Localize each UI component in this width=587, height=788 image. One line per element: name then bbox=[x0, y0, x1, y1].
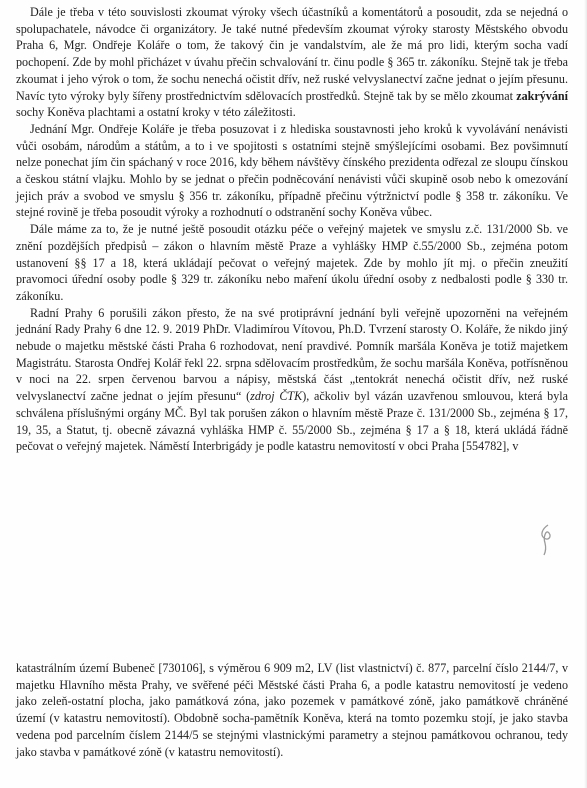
text-block-bottom bbox=[16, 660, 568, 760]
paragraph-witness-statements: Dále je třeba v této souvislosti zkoumat výroky všech účastníků a komentátorů a posoudit, zda se nejedná o spolupachatele, návodce či organizátory. Je také nutné především zkoumat výroky starosty Městského obvodu Praha 6, Mgr. Ondřeje Koláře o tom, že takový čin je vandalstvím, ale že má pro lidi, kterým socha vadí pochopení. Zde by mohl přicházet v úvahu přečin schvalování tr. činu podle § 365 tr. zákoníku. Stejně tak je třeba zkoumat i jeho výrok o tom, že sochu nenechá očistit dřív, než ruské velvyslanectví začne jednat o jejím přesunu. Navíc tyto výroky byly šířeny prostřednictvím sdělovacích prostředků. Stejně tak by se mělo zkoumat zakrývání sochy Koněva plachtami a ostatní kroky v této záležitosti. bbox=[16, 5, 568, 120]
bold-emphasis: zakrývání bbox=[516, 88, 568, 103]
paragraph-public-property: Dále máme za to, že je nutné ještě posoudit otázku péče o veřejný majetek ve smyslu z.č. 131/2000 Sb. ve znění pozdějších předpisů – zákon o hlavním městě Praze a vyhlášky HMP č.55/2000 Sb., zejména potom ustanovení §§ 17 a 18, která ukládají pečovat o veřejný majetek. Zde by mohlo jít mj. o přečin zneužití pravomoci úřední osoby podle § 329 tr. zákoníku nebo maření úkolu úřední osoby z nedbalosti podle § 330 tr. zákoníku. bbox=[16, 222, 568, 303]
handwritten-initial-signature bbox=[534, 523, 558, 557]
paragraph-cadastral: katastrálním území Bubeneč [730106], s výměrou 6 909 m2, LV (list vlastnictví) č. 877, parcelní číslo 2144/7, v majetku Hlavního města Prahy, ve svěřené péči Městské části Praha 6, a podle katastru nemovitostí je vedeno jako zeleň-ostatní plocha, jako památková zóna, jako pozemek v památkové zóně, jako památkově chráněné území (v katastru nemovitostí). Obdobně socha-pamětník Koněva, která na tomto pozemku stojí, je jako stavba vedena pod parcelním číslem 2144/5 se stejnými vlastnickými parametry a stejnou památkovou ochranou, tedy jako stavba v památkové zóně (v katastru nemovitostí). bbox=[16, 661, 568, 759]
paragraph-council-violation: Radní Prahy 6 porušili zákon přesto, že na své protiprávní jednání byli veřejně upozorněni na veřejném jednání Rady Prahy 6 dne 12. 9. 2019 PhDr. Vladimírou Vítovou, Ph.D. Tvrzení starosty O. Koláře, že nikdo jiný nebude o majetku městské části Praha 6 rozhodovat, není pravdivé. Pomník maršála Koněva je totiž majetkem Magistrátu. Starosta Ondřej Kolář řekl 22. srpna sdělovacím prostředkům, že sochu maršála Koněva, potřísněnou v noci na 22. srpen červenou barvou a nápisy, městská část „tentokrát nenechá očistit dřív, než ruské velvyslanectví začne jednat o jejím přesunu“ (zdroj ČTK), ačkoliv byl vázán uzavřenou smlouvou, která byla schválena příslušnými orgány MČ. Byl tak porušen zákon o hlavním městě Praze č. 131/2000 Sb., zejména § 17, 19, 35, a Statut, tj. obecně závazná vyhláška HMP č. 55/2000 Sb., zejména § 17 a § 18, která ukládá řádně pečovat o veřejný majetek. Náměstí Interbrigády je podle katastru nemovitostí v obci Praha [554782], v bbox=[16, 305, 568, 454]
text-block-top bbox=[16, 4, 568, 455]
source-citation: zdroj ČTK bbox=[250, 389, 303, 404]
paragraph-kolar-conduct: Jednání Mgr. Ondřeje Koláře je třeba posuzovat i z hlediska soustavnosti jeho kroků k vyvolávání nenávisti vůči osobám, národům a státům, a to i ve spojitosti s ostatními stejně smýšlejícími osobami. Bez povšimnutí nelze ponechat jím čin spáchaný v roce 2016, kdy během návštěvy čínského prezidenta odřezal ze sloupu čínskou a českou státní vlajku. Mohlo by se jednat o přečin podněcování nenávisti vůči skupině osob nebo k omezování jejich práv a svobod ve smyslu § 356 tr. zákoníku, případně přečinu výtržnictví podle § 358 tr. zákoníku. Ve stejné rovině je třeba posoudit výroky a rozhodnutí o odstranění sochy Koněva vůbec. bbox=[16, 121, 568, 220]
